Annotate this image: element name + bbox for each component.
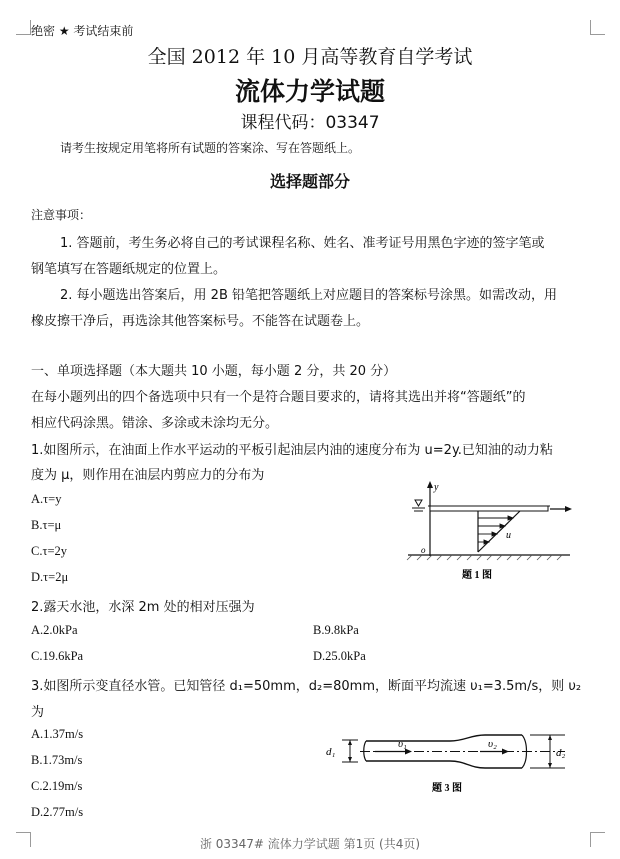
corner-mark-top-right	[590, 20, 605, 35]
q3-figure	[320, 728, 582, 798]
page-title: 流体力学试题	[234, 77, 385, 106]
q3-stem-line-2: 为	[31, 705, 45, 720]
q1-figure-y-arrow	[427, 481, 433, 488]
q1-figure-y-label: y	[434, 482, 439, 493]
q2-option-a: A.2.0kPa	[31, 623, 78, 637]
q3-figure-pipe-bottom	[366, 761, 522, 768]
q1-option-b: B.τ=μ	[31, 518, 62, 532]
q3-figure-v1-label: υ₁	[398, 738, 407, 750]
page-footer: 浙 03347# 流体力学试题 第1页 (共4页)	[199, 837, 421, 851]
confidential-label: 绝密 ★ 考试结束前	[31, 24, 134, 38]
q3-stem-line-1: 3.如图所示变直径水管。已知管径 d₁=50mm，d₂=80mm，断面平均流速 υ₁=3.5m/s，则 υ₂	[31, 679, 582, 694]
q3-figure-pipe-left-end	[364, 741, 366, 761]
corner-mark-top-left	[16, 20, 31, 35]
q3-option-c: C.2.19m/s	[31, 779, 83, 793]
exam-title-line: 全国 2012 年 10 月高等教育自学考试	[147, 46, 473, 68]
q3-figure-d1-label: d₁	[326, 746, 336, 758]
note-2-line-2: 橡皮擦干净后，再选涂其他答案标号。不能答在试题卷上。	[31, 314, 370, 329]
q3-option-d: D.2.77m/s	[31, 805, 84, 819]
q1-figure	[400, 478, 580, 584]
q3-figure-pipe-top	[366, 735, 522, 741]
q2-option-b: B.9.8kPa	[313, 623, 359, 637]
q2-option-c: C.19.6kPa	[31, 649, 84, 663]
q1-figure-profile-line	[478, 511, 520, 552]
q1-option-d: D.τ=2μ	[31, 570, 69, 584]
q1-figure-u-label: u	[506, 530, 511, 541]
part1-desc-line-2: 相应代码涂黑。错涂、多涂或未涂均无分。	[31, 416, 279, 431]
q1-figure-origin-label: o	[421, 545, 426, 555]
course-code: 课程代码：03347	[240, 113, 380, 133]
q3-figure-d2-label: d₂	[556, 747, 566, 759]
part1-heading: 一、单项选择题（本大题共 10 小题，每小题 2 分，共 20 分）	[31, 364, 397, 379]
q1-stem-line-1: 1.如图所示，在油面上作水平运动的平板引起油层内油的速度分布为 u=2y.已知油的动力粘	[31, 443, 553, 458]
q1-stem-line-2: 度为 μ，则作用在油层内剪应力的分布为	[31, 468, 265, 483]
q1-figure-caption: 题 1 图	[462, 570, 492, 581]
q3-option-b: B.1.73m/s	[31, 753, 83, 767]
note-2-line-1: 2. 每小题选出答案后，用 2B 铅笔把答题纸上对应题目的答案标号涂黑。如需改动，用	[60, 288, 557, 303]
part1-desc-line-1: 在每小题列出的四个备选项中只有一个是符合题目要求的，请将其选出并将“答题纸”的	[31, 390, 526, 405]
note-1-line-2: 钢笔填写在答题纸规定的位置上。	[31, 262, 227, 277]
q2-stem: 2.露天水池，水深 2m 处的相对压强为	[31, 600, 255, 615]
q2-option-d: D.25.0kPa	[313, 649, 366, 663]
q1-figure-surface-symbol	[415, 500, 422, 506]
section-heading: 选择题部分	[269, 172, 350, 191]
general-instruction: 请考生按规定用笔将所有试题的答案涂、写在答题纸上。	[60, 141, 361, 155]
q3-figure-v2-label: υ₂	[488, 738, 497, 750]
q1-option-c: C.τ=2y	[31, 544, 68, 558]
note-1-line-1: 1. 答题前，考生务必将自己的考试课程名称、姓名、准考证号用黑色字迹的签字笔或	[60, 236, 545, 251]
q1-figure-plate	[430, 506, 548, 511]
notes-heading: 注意事项：	[31, 208, 92, 222]
q3-figure-caption: 题 3 图	[432, 783, 462, 794]
q1-option-a: A.τ=y	[31, 492, 62, 506]
q3-option-a: A.1.37m/s	[31, 727, 84, 741]
